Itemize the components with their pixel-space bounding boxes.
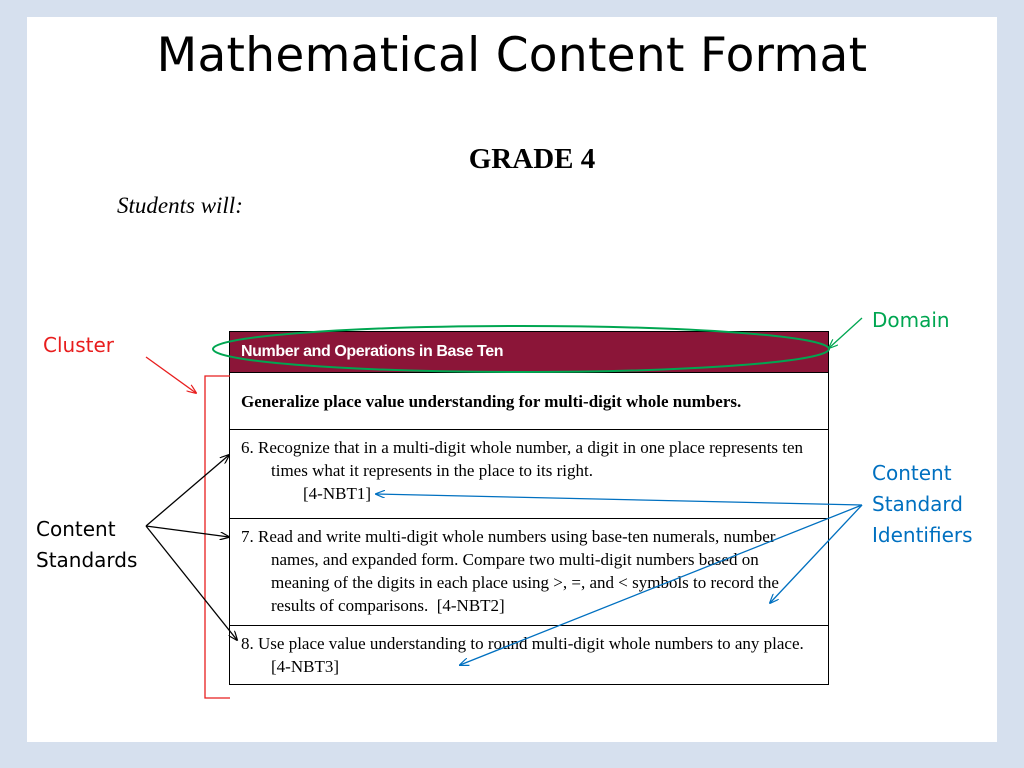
content-standards-arrow-7 bbox=[146, 526, 229, 537]
identifier-arrow-nbt1 bbox=[376, 494, 862, 505]
standard-text-body: 8. Use place value understanding to round multi-digit whole numbers to any place. bbox=[241, 634, 804, 653]
identifier-arrow-nbt2 bbox=[770, 505, 862, 603]
domain-arrow bbox=[829, 318, 862, 348]
cluster-cell: Generalize place value understanding for multi-digit whole numbers. bbox=[230, 373, 829, 430]
standard-text-body: 7. Read and write multi-digit whole numbers using base-ten numerals, number names, and expanded form. Compare two multi-digit numbers based on meaning of the digits in each place using >, =, and < symbols to record the results of comparisons. bbox=[241, 527, 779, 615]
identifier-arrow-nbt3 bbox=[460, 505, 862, 665]
standard-identifier: [4-NBT3] bbox=[271, 657, 339, 676]
content-standards-arrow-8 bbox=[146, 526, 237, 640]
annotation-line: Standards bbox=[36, 548, 138, 572]
annotation-line: Standard bbox=[872, 492, 963, 516]
domain-highlight-ellipse bbox=[213, 326, 829, 372]
annotation-line: Identifiers bbox=[872, 523, 973, 547]
cluster-annotation: Cluster bbox=[43, 333, 114, 357]
cluster-arrow bbox=[146, 357, 196, 393]
domain-cell: Number and Operations in Base Ten bbox=[230, 332, 829, 373]
annotation-line: Content bbox=[36, 517, 116, 541]
content-standards-arrow-6 bbox=[146, 455, 229, 526]
domain-annotation: Domain bbox=[872, 308, 950, 332]
standard-text: 6. Recognize that in a multi-digit whole number, a digit in one place represents ten times what it represents in the place to its right. bbox=[241, 438, 804, 480]
annotation-line: Content bbox=[872, 461, 952, 485]
standard-identifier: [4-NBT1] bbox=[303, 484, 371, 503]
slide-title: Mathematical Content Format bbox=[156, 28, 868, 83]
intro-text: Students will: bbox=[117, 193, 243, 218]
grade-heading: GRADE 4 bbox=[468, 143, 596, 175]
standard-identifier: [4-NBT2] bbox=[436, 596, 505, 615]
